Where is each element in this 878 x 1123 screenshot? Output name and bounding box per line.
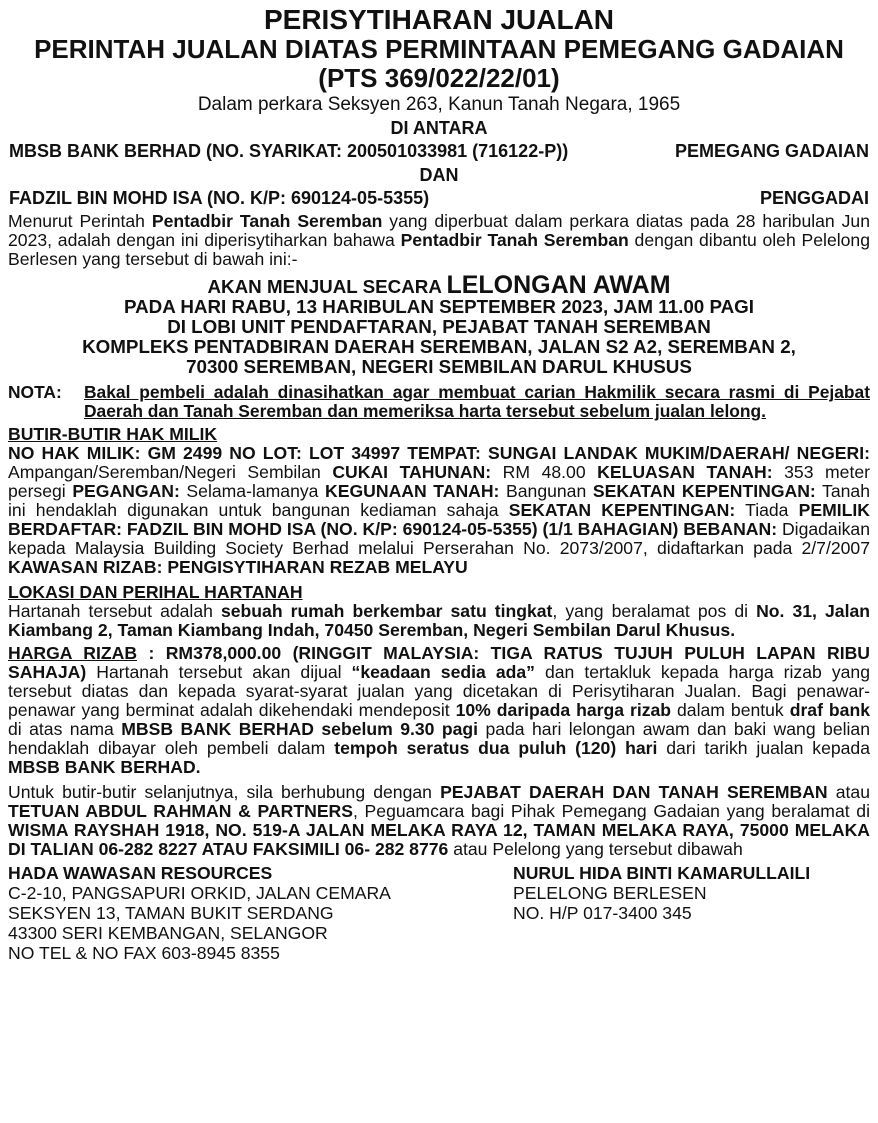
reserve-bold: tempoh seratus dua puluh (120) hari <box>334 738 658 758</box>
contact-text: , Peguamcara bagi Pihak Pemegang Gadaian yang beralamat di <box>353 801 870 821</box>
detail-text: Bangunan <box>499 481 593 501</box>
location-text: , yang beralamat pos di <box>552 601 757 621</box>
chargor-role: PENGGADAI <box>759 188 869 208</box>
chargor-row <box>9 187 869 210</box>
contact-bold: TETUAN ABDUL RAHMAN & PARTNERS <box>8 801 353 821</box>
auction-notice <box>8 271 870 377</box>
sale-proclamation <box>8 0 870 963</box>
reserve-text: dalam bentuk <box>671 700 790 720</box>
contact-bold: WISMA RAYSHAH 1918, NO. 519-A JALAN MELAKA RAYA 12, TAMAN MELAKA RAYA, 75000 MELAKA DI TALIAN 06-282 8227 ATAU FAKSIMILI 06- 282 8776 <box>8 820 870 859</box>
reserve-text: Hartanah tersebut akan dijual <box>86 662 352 682</box>
company-address-line: SEKSYEN 13, TAMAN BUKIT SERDANG <box>8 903 334 923</box>
reference-number: (PTS 369/022/22/01) <box>318 63 560 93</box>
chargee-row <box>9 140 869 163</box>
detail-text: Tanah ini hendaklah digunakan untuk bangunan kediaman sahaja <box>8 481 870 520</box>
reserve-text: dan tertakluk kepada harga rizab yang tersebut diatas dan kepada syarat-syarat jualan yang dicetakan di Perisytiharan Jualan. Bagi penawar-penawar yang berminat adalah dikehendaki mendeposit <box>8 662 870 720</box>
location-text: Hartanah tersebut adalah <box>8 601 221 621</box>
reserve-bold: : RM378,000.00 (RINGGIT MALAYSIA: TIGA RATUS TUJUH PULUH LAPAN RIBU SAHAJA) <box>8 643 870 682</box>
footer <box>8 863 870 963</box>
location-bold: sebuah rumah berkembar satu tingkat <box>220 601 553 621</box>
auctioneer-name: NURUL HIDA BINTI KAMARULLAILI <box>513 863 811 883</box>
and-label: DAN <box>419 165 459 185</box>
auctioneer-block <box>513 863 810 963</box>
document-subtitle: PERINTAH JUALAN DIATAS PERMINTAAN PEMEGANG GADAIAN <box>34 34 844 64</box>
detail-bold: KELUASAN TANAH: <box>597 462 773 482</box>
detail-text: Digadaikan kepada Malaysia Building Society Berhad melalui Perserahan No. 2073/2007, didaftarkan pada 2/7/2007 <box>8 519 870 558</box>
detail-bold: PEGANGAN: <box>72 481 180 501</box>
reserve-bold: MBSB BANK BERHAD. <box>8 757 201 777</box>
nota-text: Bakal pembeli adalah dinasihatkan agar membuat carian Hakmilik secara rasmi di Pejabat Daerah dan Tanah Seremban dan memeriksa harta tersebut sebelum jualan lelong. <box>84 382 870 421</box>
detail-text: Ampangan/Seremban/Negeri Sembilan <box>8 462 333 482</box>
company-address-line: 43300 SERI KEMBANGAN, SELANGOR <box>8 923 328 943</box>
nota-block <box>8 383 870 421</box>
detail-text: Tiada <box>735 500 799 520</box>
company-phone: NO TEL & NO FAX 603-8945 8355 <box>8 943 280 963</box>
contact-bold: PEJABAT DAERAH DAN TANAH SEREMBAN <box>440 782 828 802</box>
intro-bold: Pentadbir Tanah Seremban <box>400 230 629 250</box>
detail-text: RM 48.00 <box>491 462 598 482</box>
contact-text: atau Pelelong yang tersebut dibawah <box>448 839 743 859</box>
location-heading: LOKASI DAN PERIHAL HARTANAH <box>8 582 303 602</box>
auctioneer-title: PELELONG BERLESEN <box>513 883 707 903</box>
auction-prefix: AKAN MENJUAL SECARA <box>207 276 447 297</box>
detail-bold: KAWASAN RIZAB: PENGISYTIHARAN REZAB MELAYU <box>8 557 468 577</box>
reserve-bold: MBSB BANK BERHAD sebelum 9.30 pagi <box>121 719 479 739</box>
auction-venue: DI LOBI UNIT PENDAFTARAN, PEJABAT TANAH SEREMBAN <box>167 316 711 337</box>
location-paragraph <box>8 602 870 640</box>
chargee-role: PEMEGANG GADAIAN <box>674 141 869 161</box>
detail-text: Selama-lamanya <box>179 481 326 501</box>
reserve-bold: 10% daripada harga rizab <box>455 700 672 720</box>
title-details-heading: BUTIR-BUTIR HAK MILIK <box>8 424 218 444</box>
auctioneer-phone: NO. H/P 017-3400 345 <box>513 903 692 923</box>
company-address-line: C-2-10, PANGSAPURI ORKID, JALAN CEMARA <box>8 883 391 903</box>
reserve-bold: “keadaan sedia ada” <box>351 662 535 682</box>
chargee-name: MBSB BANK BERHAD (NO. SYARIKAT: 200501033981 (716122-P)) <box>9 141 569 161</box>
intro-text: dengan dibantu oleh Pelelong Berlesen yang tersebut di bawah ini:- <box>8 230 870 269</box>
detail-bold: PEMILIK BERDAFTAR: FADZIL BIN MOHD ISA (NO. K/P: 690124-05-5355) (1/1 BAHAGIAN) BEBANAN: <box>8 500 870 539</box>
auction-address-2: 70300 SEREMBAN, NEGERI SEMBILAN DARUL KHUSUS <box>186 356 692 377</box>
between-label: DI ANTARA <box>390 118 488 138</box>
intro-bold: Pentadbir Tanah Seremban <box>151 211 383 231</box>
public-auction-label: LELONGAN AWAM <box>446 271 671 299</box>
nota-label: NOTA: <box>8 382 62 402</box>
chargor-name: FADZIL BIN MOHD ISA (NO. K/P: 690124-05-5355) <box>9 188 430 208</box>
detail-text: 353 meter persegi <box>8 462 870 501</box>
intro-text: yang diperbuat dalam perkara diatas pada 28 haribulan Jun 2023, adalah dengan ini diperisytiharkan bahawa <box>8 211 870 250</box>
title-details-paragraph <box>8 444 870 577</box>
detail-bold: CUKAI TAHUNAN: <box>332 462 492 482</box>
contact-paragraph <box>8 783 870 859</box>
reserve-text: pada hari lelongan awam dan baki wang belian hendaklah dibayar oleh pembeli dalam <box>8 719 870 758</box>
company-name: HADA WAWASAN RESOURCES <box>8 863 273 883</box>
law-reference: Dalam perkara Seksyen 263, Kanun Tanah Negara, 1965 <box>197 94 681 115</box>
auction-address-1: KOMPLEKS PENTADBIRAN DAERAH SEREMBAN, JALAN S2 A2, SEREMBAN 2, <box>82 336 796 357</box>
contact-text: atau <box>827 782 870 802</box>
detail-bold: KEGUNAAN TANAH: <box>325 481 500 501</box>
intro-paragraph <box>8 212 870 269</box>
detail-bold: NO HAK MILIK: GM 2499 NO LOT: LOT 34997 TEMPAT: SUNGAI LANDAK MUKIM/DAERAH/ NEGERI: <box>8 443 870 463</box>
location-bold: No. 31, Jalan Kiambang 2, Taman Kiambang Indah, 70450 Seremban, Negeri Sembilan Darul Khusus. <box>8 601 870 640</box>
intro-text: Menurut Perintah <box>8 211 152 231</box>
reserve-bold: draf bank <box>789 700 870 720</box>
company-block <box>8 863 513 963</box>
reserve-text: di atas nama <box>8 719 122 739</box>
detail-bold: SEKATAN KEPENTINGAN: <box>508 500 736 520</box>
reserve-text: dari tarikh jualan kepada <box>657 738 871 758</box>
auction-date: PADA HARI RABU, 13 HARIBULAN SEPTEMBER 2023, JAM 11.00 PAGI <box>123 296 754 317</box>
detail-bold: SEKATAN KEPENTINGAN: <box>592 481 816 501</box>
reserve-price-heading: HARGA RIZAB <box>8 643 138 663</box>
auction-line-1 <box>8 271 870 299</box>
document-title: PERISYTIHARAN JUALAN <box>263 4 615 35</box>
reserve-price-paragraph <box>8 644 870 777</box>
contact-text: Untuk butir-butir selanjutnya, sila berhubung dengan <box>8 782 441 802</box>
